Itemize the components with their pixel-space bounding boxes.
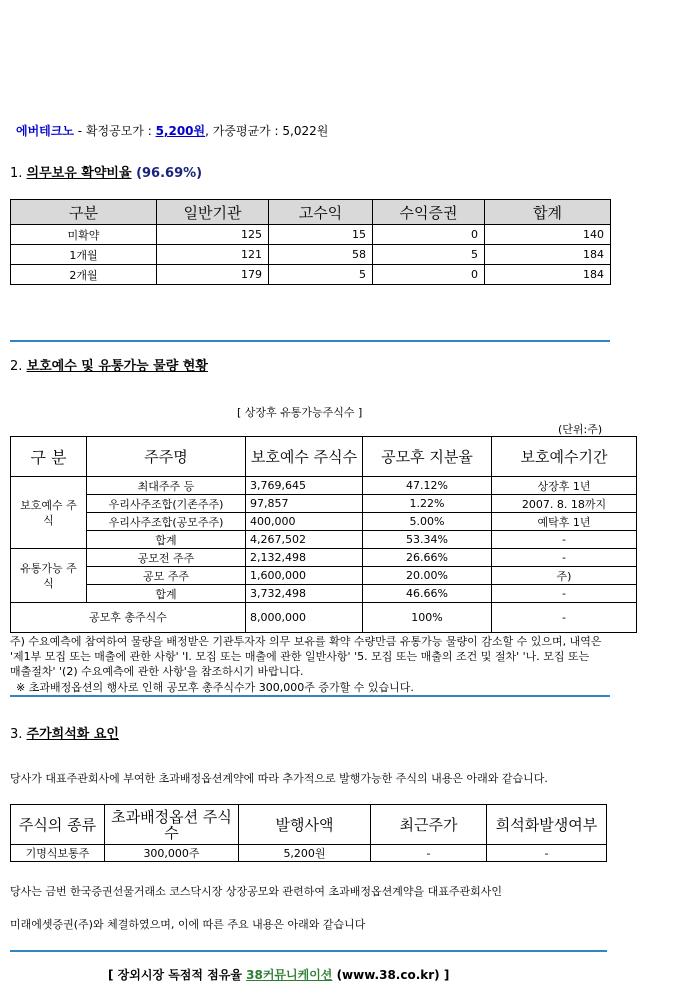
- table-cell: 0: [373, 265, 485, 285]
- table-cell: 상장후 1년: [492, 477, 637, 495]
- section2-title: 보호예수 및 유통가능 물량 현황: [26, 359, 208, 374]
- table-cell: 5: [269, 265, 373, 285]
- option-paragraph: 당사는 금번 한국증권선물거래소 코스닥시장 상장공모와 관련하여 초과배정옵션계약을 대표주관회사인: [10, 885, 503, 898]
- avg-price: , 가중평균가 : 5,022원: [205, 124, 329, 138]
- float-shares-table: [10, 436, 637, 633]
- table-cell: 3,769,645: [246, 477, 363, 495]
- lockup-ratio-table: [10, 199, 611, 285]
- table-cell: 121: [157, 245, 269, 265]
- table-caption: [ 상장후 유통가능주식수 ]: [237, 406, 363, 419]
- table-row: [11, 495, 637, 513]
- table-cell: 2,132,498: [246, 549, 363, 567]
- section1-heading: [10, 162, 202, 181]
- col-header: 발행사액: [239, 805, 371, 845]
- table-header-row: [11, 805, 607, 845]
- table-cell: 최대주주 등: [87, 477, 246, 495]
- table-cell: 미확약: [11, 225, 157, 245]
- section3-heading: [10, 723, 119, 742]
- table-row: [11, 245, 611, 265]
- table-cell: 주): [492, 567, 637, 585]
- table-cell: -: [371, 845, 487, 862]
- table-cell: 8,000,000: [246, 603, 363, 633]
- price-value: 5,200원: [155, 124, 206, 138]
- col-header: 합계: [485, 200, 611, 225]
- table-cell: 5: [373, 245, 485, 265]
- col-header: 희석화발생여부: [487, 805, 607, 845]
- table-cell: 184: [485, 265, 611, 285]
- table-row: [11, 531, 637, 549]
- table-row: [11, 477, 637, 495]
- table-cell: 97,857: [246, 495, 363, 513]
- table-cell: 공모전 주주: [87, 549, 246, 567]
- intro-line: [16, 122, 328, 139]
- intro-sep: -: [73, 124, 86, 138]
- group-label: 보호예수 주식: [11, 477, 87, 549]
- footer-suffix: (www.38.co.kr) ]: [332, 968, 450, 982]
- table-cell: 300,000주: [105, 845, 239, 862]
- table-cell: -: [492, 603, 637, 633]
- table-cell: 179: [157, 265, 269, 285]
- col-header: 최근주가: [371, 805, 487, 845]
- table-cell: 100%: [363, 603, 492, 633]
- table-cell: 3,732,498: [246, 585, 363, 603]
- col-header: 보호예수기간: [492, 437, 637, 477]
- table-cell: 2007. 8. 18까지: [492, 495, 637, 513]
- section-divider: [10, 950, 607, 952]
- table-header-row: [11, 437, 637, 477]
- table-cell: 공모후 총주식수: [11, 603, 246, 633]
- section3-title: 주가희석화 요인: [26, 727, 119, 742]
- col-header: 보호예수 주식수: [246, 437, 363, 477]
- table-row: [11, 549, 637, 567]
- dilution-table: [10, 804, 607, 862]
- table-cell: 0: [373, 225, 485, 245]
- dilution-paragraph: 당사가 대표주관회사에 부여한 초과배정옵션계약에 따라 추가적으로 발행가능한 주식의 내용은 아래와 같습니다.: [10, 772, 548, 785]
- table-cell: 5,200원: [239, 845, 371, 862]
- table-cell: 합계: [87, 585, 246, 603]
- table-cell: 46.66%: [363, 585, 492, 603]
- footer-banner: [108, 966, 449, 983]
- col-header: 구분: [11, 200, 157, 225]
- table-cell: 125: [157, 225, 269, 245]
- table-cell: 우리사주조합(공모주주): [87, 513, 246, 531]
- table-cell: 58: [269, 245, 373, 265]
- table-cell: 예탁후 1년: [492, 513, 637, 531]
- table-cell: 2개월: [11, 265, 157, 285]
- table-row: [11, 585, 637, 603]
- footer-prefix: [ 장외시장 독점적 점유율: [108, 968, 247, 982]
- section2-heading: [10, 355, 208, 374]
- table-row-total: [11, 603, 637, 633]
- option-paragraph-cont: 미래에셋증권(주)와 체결하였으며, 이에 따른 주요 내용은 아래와 같습니다: [10, 918, 366, 931]
- company-name[interactable]: 에버테크노: [16, 124, 74, 138]
- price-label: 확정공모가 :: [85, 124, 156, 138]
- table-cell: 공모 주주: [87, 567, 246, 585]
- table-cell: 400,000: [246, 513, 363, 531]
- table-row: [11, 513, 637, 531]
- table-cell: 1,600,000: [246, 567, 363, 585]
- section1-title: 의무보유 확약비율: [26, 166, 132, 181]
- table-cell: 4,267,502: [246, 531, 363, 549]
- section-divider: [10, 340, 610, 342]
- table-cell: -: [492, 531, 637, 549]
- table-cell: 26.66%: [363, 549, 492, 567]
- table-cell: 5.00%: [363, 513, 492, 531]
- section3-number: 3.: [10, 727, 27, 742]
- table-row: [11, 225, 611, 245]
- group-label: 유통가능 주식: [11, 549, 87, 603]
- table-row: [11, 845, 607, 862]
- table-cell: 15: [269, 225, 373, 245]
- section-divider: [10, 695, 610, 697]
- col-header: 일반기관: [157, 200, 269, 225]
- table-cell: 20.00%: [363, 567, 492, 585]
- table-cell: 1개월: [11, 245, 157, 265]
- footnote: 주) 수요예측에 참여하여 물량을 배정받은 기관투자자 의무 보유를 확약 수량만큼 유통가능 물량이 감소할 수 있으며, 내역은 '제1부 모집 또는 매출에 관한 사항' 'Ⅰ. 모집 또는 매출에 관한 일반사항' '5. 모집 또는 매출의 조건 및 절차' '나. 모집 또는 매출절차' '(2) 수요예측에 관한 사항'을 참조하시기 바랍니다.: [10, 635, 602, 678]
- table-header-row: [11, 200, 611, 225]
- section2-number: 2.: [10, 359, 27, 374]
- col-header: 구 분: [11, 437, 87, 477]
- col-header: 초과배정옵션 주식수: [105, 805, 239, 845]
- table-cell: -: [492, 585, 637, 603]
- section1-number: 1.: [10, 166, 27, 181]
- table-cell: 합계: [87, 531, 246, 549]
- table-cell: 53.34%: [363, 531, 492, 549]
- col-header: 주주명: [87, 437, 246, 477]
- table-cell: 184: [485, 245, 611, 265]
- table-cell: 140: [485, 225, 611, 245]
- footnote-overallotment: ※ 초과배정옵션의 행사로 인해 공모후 총주식수가 300,000주 증가할 수 있습니다.: [16, 681, 414, 694]
- table-cell: 1.22%: [363, 495, 492, 513]
- col-header: 공모후 지분율: [363, 437, 492, 477]
- section1-ratio: (96.69%): [131, 166, 203, 181]
- unit-label: (단위:주): [558, 423, 603, 436]
- table-cell: 우리사주조합(기존주주): [87, 495, 246, 513]
- col-header: 주식의 종류: [11, 805, 105, 845]
- table-row: [11, 265, 611, 285]
- table-row: [11, 567, 637, 585]
- table-cell: -: [487, 845, 607, 862]
- table-cell: 기명식보통주: [11, 845, 105, 862]
- col-header: 고수익: [269, 200, 373, 225]
- col-header: 수익증권: [373, 200, 485, 225]
- footer-brand-link[interactable]: 38커뮤니케이션: [246, 968, 333, 982]
- table-cell: 47.12%: [363, 477, 492, 495]
- table-cell: -: [492, 549, 637, 567]
